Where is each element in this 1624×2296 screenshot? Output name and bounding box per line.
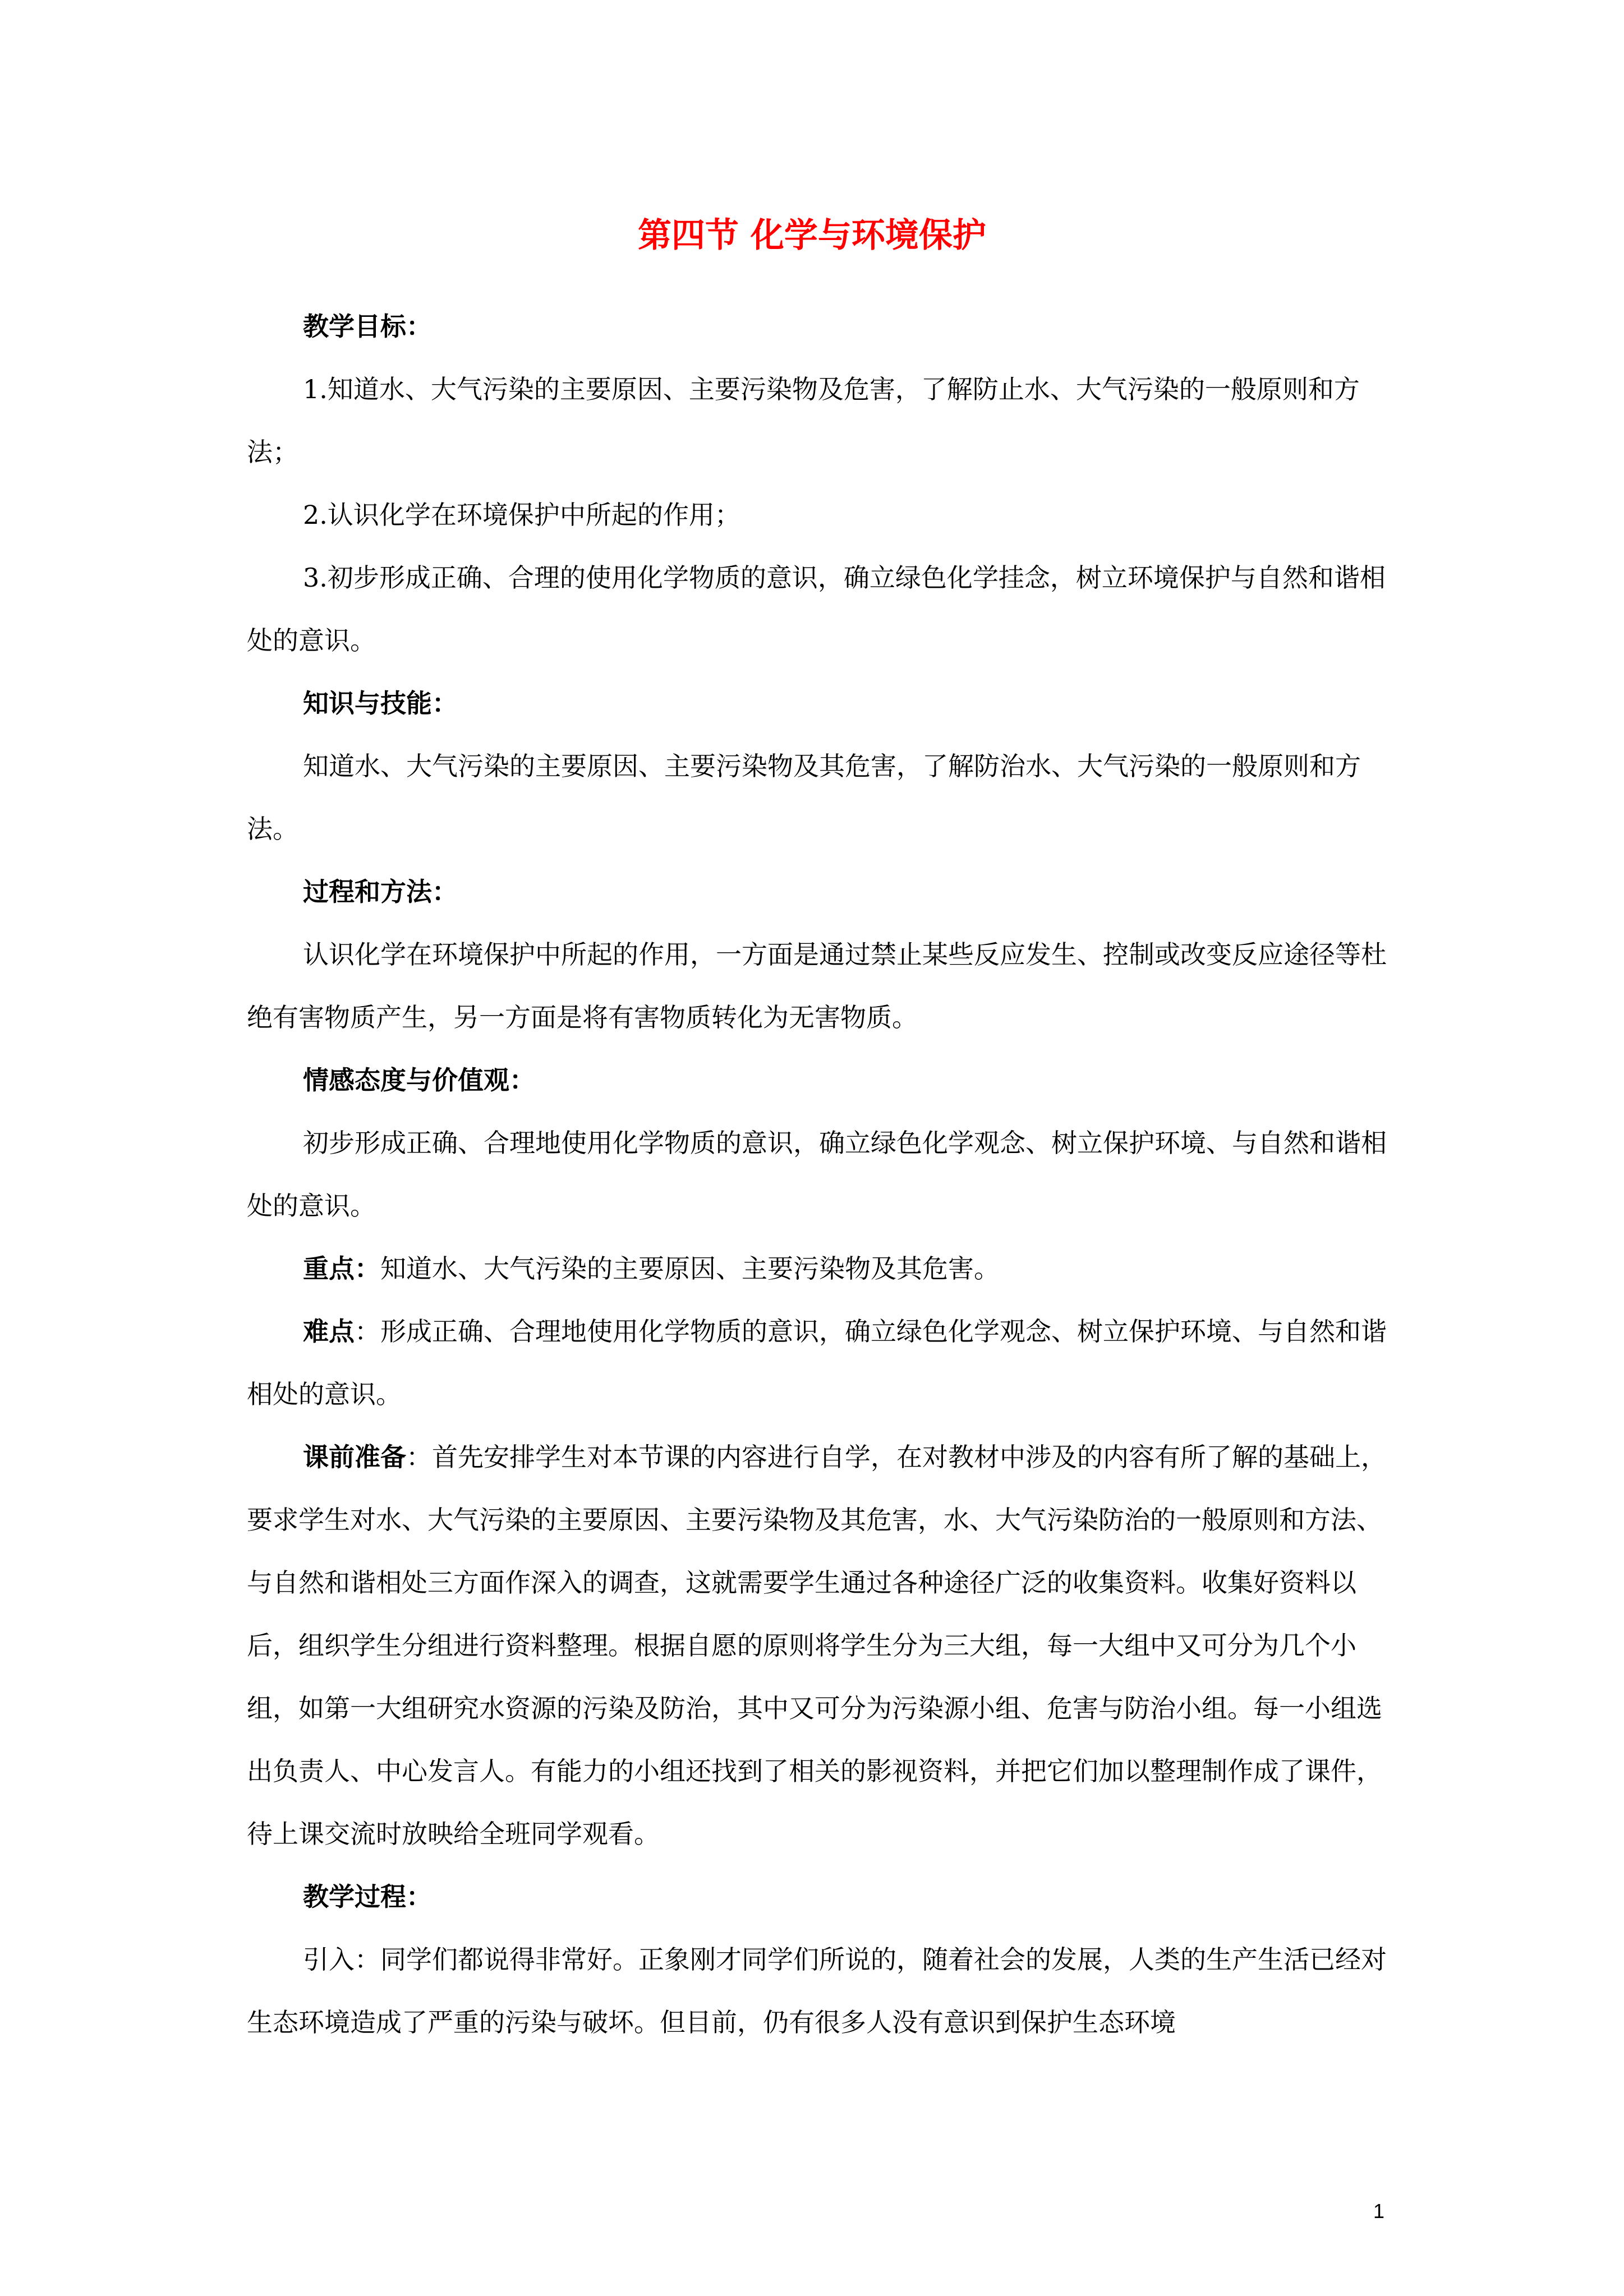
page-number: 1 — [1373, 2200, 1385, 2223]
document-title: 第四节 化学与环境保护 — [638, 216, 986, 255]
preparation-label: 课前准备 — [303, 1442, 406, 1472]
introduction-paragraph: 引入：同学们都说得非常好。正象刚才同学们所说的，随着社会的发展，人类的生产生活已经对生态环境造成了严重的污染与破坏。但目前，仍有很多人没有意识到保护生态环境 — [247, 1944, 1387, 2037]
process-paragraph: 认识化学在环境保护中所起的作用，一方面是通过禁止某些反应发生、控制或改变反应途径等杜绝有害物质产生，另一方面是将有害物质转化为无害物质。 — [247, 939, 1387, 1032]
preparation-paragraph — [247, 1426, 1389, 1865]
attitude-heading: 情感态度与价值观： — [303, 1065, 535, 1095]
skills-heading: 知识与技能： — [303, 688, 458, 718]
objective-2: 2.认识化学在环境保护中所起的作用； — [303, 500, 740, 530]
objective-1: 1.知道水、大气污染的主要原因、主要污染物及危害，了解防止水、大气污染的一般原则和方法； — [247, 374, 1360, 467]
key-point-text: 知道水、大气污染的主要原因、主要污染物及其危害。 — [380, 1253, 1000, 1284]
difficulty-label: 难点 — [303, 1316, 355, 1347]
teaching-process-heading: 教学过程： — [303, 1882, 432, 1912]
difficulty-text: ：形成正确、合理地使用化学物质的意识，确立绿色化学观念、树立保护环境、与自然和谐相处的意识。 — [247, 1316, 1387, 1409]
key-point-paragraph — [247, 1237, 1389, 1300]
difficulty-paragraph — [247, 1300, 1389, 1426]
objective-3: 3.初步形成正确、合理的使用化学物质的意识，确立绿色化学挂念，树立环境保护与自然和谐相处的意识。 — [247, 563, 1386, 656]
document-body — [247, 295, 1389, 2054]
key-point-label: 重点： — [303, 1253, 380, 1284]
skills-paragraph: 知道水、大气污染的主要原因、主要污染物及其危害，了解防治水、大气污染的一般原则和方法。 — [247, 751, 1361, 844]
attitude-paragraph: 初步形成正确、合理地使用化学物质的意识，确立绿色化学观念、树立保护环境、与自然和谐相处的意识。 — [247, 1128, 1387, 1221]
process-heading: 过程和方法： — [303, 877, 458, 907]
objectives-heading: 教学目标： — [303, 311, 432, 342]
preparation-text: ：首先安排学生对本节课的内容进行自学，在对教材中涉及的内容有所了解的基础上，要求学生对水、大气污染的主要原因、主要污染物及其危害，水、大气污染防治的一般原则和方法、与自然和谐相处三方面作深入的调查，这就需要学生通过各种途径广泛的收集资料。收集好资料以后，组织学生分组进行资料整理。根据自愿的原则将学生分为三大组，每一大组中又可分为几个小组，如第一大组研究水资源的污染及防治，其中又可分为污染源小组、危害与防治小组。每一小组选出负责人、中心发言人。有能力的小组还找到了相关的影视资料，并把它们加以整理制作成了课件，待上课交流时放映给全班同学观看。 — [247, 1442, 1387, 1849]
